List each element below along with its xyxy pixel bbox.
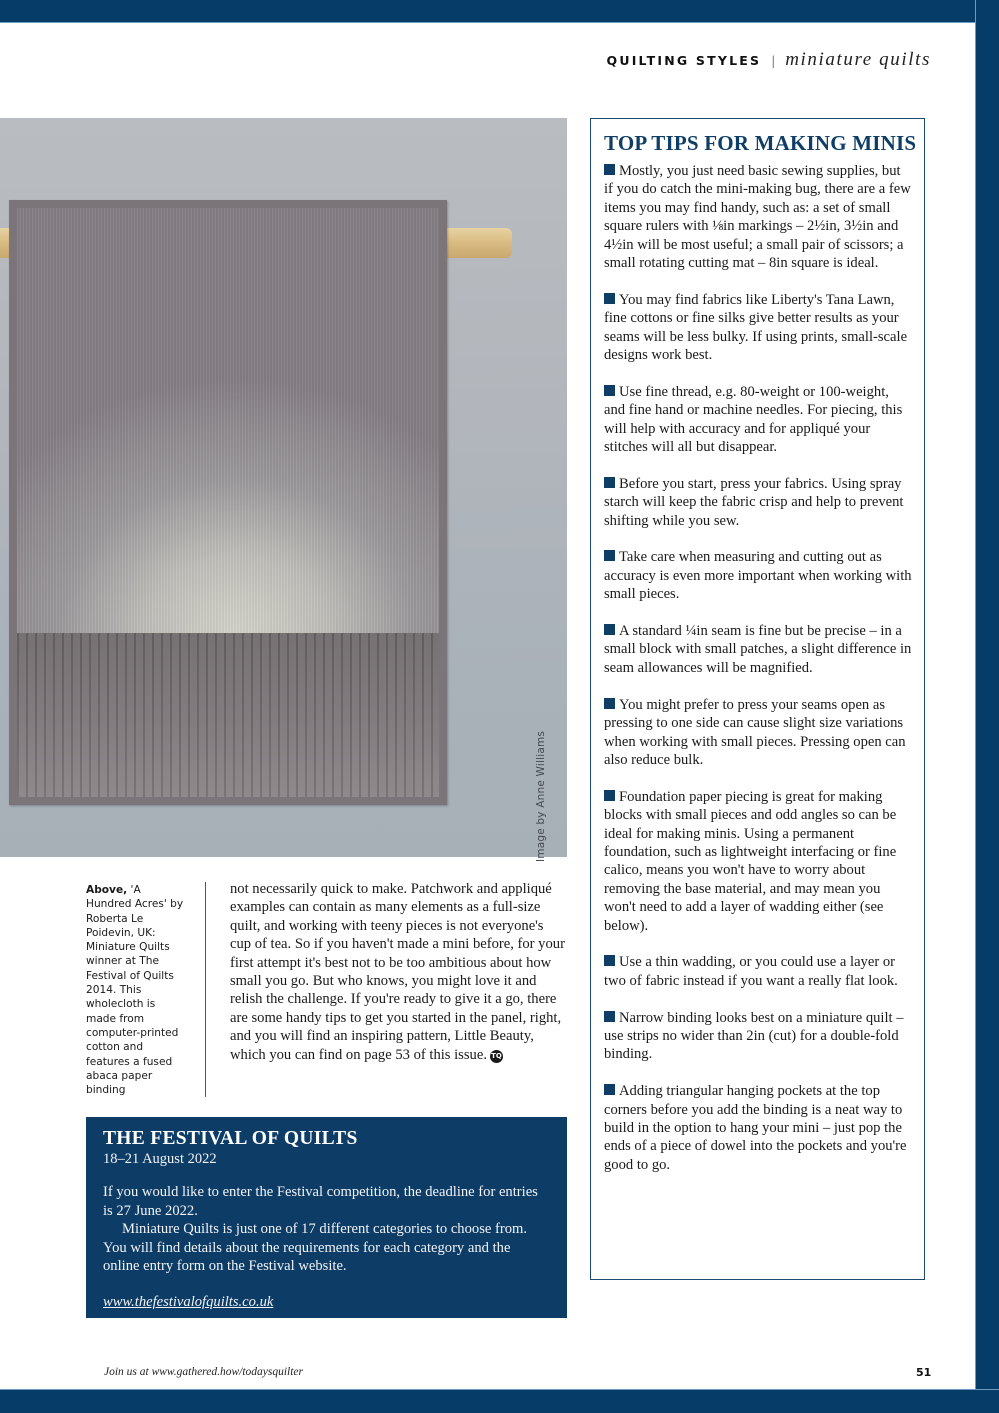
quilt-field-area: [17, 633, 439, 797]
square-bullet-icon: [604, 624, 615, 635]
square-bullet-icon: [604, 1084, 615, 1095]
tip-item: [604, 1082, 912, 1174]
tip-text: Mostly, you just need basic sewing supplies, but if you do catch the mini-making bug, there are a few items you may find handy, such as: a set of small square rulers with ⅛in markings – 2½in, 3½in and 4½in will be most useful; a small pair of scissors; a small rotating cutting mat – 8in square is ideal.: [604, 163, 911, 272]
festival-panel: [86, 1117, 567, 1318]
page-number: 51: [916, 1366, 932, 1379]
square-bullet-icon: [604, 698, 615, 709]
page-frame-right: [975, 0, 999, 1413]
tip-item: [604, 622, 912, 677]
quilt-sky-area: [17, 208, 439, 633]
festival-title: THE FESTIVAL OF QUILTS: [103, 1128, 358, 1149]
tip-text: You may find fabrics like Liberty's Tana Lawn, fine cottons or fine silks give better results as your seams will be less bulky. If using prints, small-scale designs work best.: [604, 291, 908, 364]
article-body: [230, 880, 566, 1064]
tip-item: [604, 1009, 912, 1064]
tip-text: Narrow binding looks best on a miniature quilt – use strips no wider than 2in (cut) for a double-fold binding.: [604, 1009, 904, 1063]
tip-text: Before you start, press your fabrics. Using spray starch will keep the fabric crisp and help to prevent shifting while you sew.: [604, 475, 904, 529]
tip-text: Take care when measuring and cutting out as accuracy is even more important when working with small pieces.: [604, 549, 912, 603]
topic-label: miniature quilts: [785, 49, 931, 70]
square-bullet-icon: [604, 477, 615, 488]
footer-join-link[interactable]: Join us at www.gathered.how/todaysquilter: [104, 1366, 304, 1378]
article-body-text: not necessarily quick to make. Patchwork and appliqué examples can contain as many elements as a full-size quilt, and working with teeny pieces is not everyone's cup of tea. So if you haven't made a mini before, for your first attempt it's best not to be too ambitious about how small you go. But who knows, you might love it and relish the challenge. If you're ready to give it a go, there are some handy tips to get you started in the panel, right, and you will find an inspiring pattern, Little Beauty, which you can find on page 53 of this issue.: [230, 881, 565, 1063]
festival-paragraph-1: If you would like to enter the Festival competition, the deadline for entries is 27 June 2022.: [103, 1184, 538, 1219]
page-frame-bottom: [0, 1389, 999, 1413]
tip-item: [604, 162, 912, 272]
tip-item: [604, 291, 912, 365]
festival-website-link[interactable]: www.thefestivalofquilts.co.uk: [103, 1293, 274, 1310]
tip-text: Adding triangular hanging pockets at the top corners before you add the binding is a neat way to build in the option to hang your mini – just pop the ends of a piece of dowel into the pockets and you're good to go.: [604, 1083, 907, 1173]
square-bullet-icon: [604, 164, 615, 175]
end-mark-icon: TQ: [490, 1050, 503, 1063]
square-bullet-icon: [604, 955, 615, 966]
square-bullet-icon: [604, 385, 615, 396]
header-separator: |: [771, 54, 776, 68]
tip-item: [604, 548, 912, 603]
running-header: [607, 49, 931, 71]
photo-credit: Image by Anne Williams: [535, 730, 547, 862]
tip-item: [604, 696, 912, 770]
quilt-photo: [0, 118, 567, 857]
tips-panel: [590, 118, 925, 1280]
tip-text: You might prefer to press your seams open as pressing to one side can cause slight size variations when working with small pieces. Pressing open can also reduce bulk.: [604, 696, 906, 768]
festival-dates: 18–21 August 2022: [103, 1151, 217, 1167]
page-frame-top: [0, 0, 999, 23]
square-bullet-icon: [604, 293, 615, 304]
tip-item: [604, 788, 912, 935]
photo-caption: [86, 883, 186, 1097]
tip-text: Use fine thread, e.g. 80-weight or 100-weight, and fine hand or machine needles. For piecing, this will help with accuracy and for appliqué your stitches will all but disappear.: [604, 383, 903, 456]
tip-item: [604, 475, 912, 530]
caption-lead: Above,: [86, 884, 128, 896]
tips-title: TOP TIPS FOR MAKING MINIS: [604, 131, 917, 155]
tip-text: Foundation paper piecing is great for making blocks with small pieces and odd angles so can be ideal for making minis. Using a permanent foundation, such as lightweight interfacing or fine calico, means you won't have to worry about removing the base material, and may mean you won't need to add a layer of wadding either (see below).: [604, 788, 897, 934]
section-label: QUILTING STYLES: [606, 53, 762, 68]
tip-item: [604, 953, 912, 990]
tip-item: [604, 383, 912, 457]
festival-paragraph-2: Miniature Quilts is just one of 17 different categories to choose from. You will find details about the requirements for each category and the online entry form on the Festival website.: [103, 1221, 528, 1275]
square-bullet-icon: [604, 550, 615, 561]
square-bullet-icon: [604, 790, 615, 801]
square-bullet-icon: [604, 1011, 615, 1022]
tip-text: A standard ¼in seam is fine but be precise – in a small block with small patches, a slight difference in seam allowances will be magnified.: [604, 623, 912, 676]
column-rule: [205, 882, 206, 1097]
caption-text: 'A Hundred Acres' by Roberta Le Poidevin, UK: Miniature Quilts winner at The Festival of Quilts 2014. This wholecloth is made from computer-printed cotton and features a fused abaca paper binding: [86, 884, 184, 1097]
quilt: [9, 200, 447, 805]
tip-text: Use a thin wadding, or you could use a layer or two of fabric instead if you want a really flat look.: [604, 954, 898, 989]
